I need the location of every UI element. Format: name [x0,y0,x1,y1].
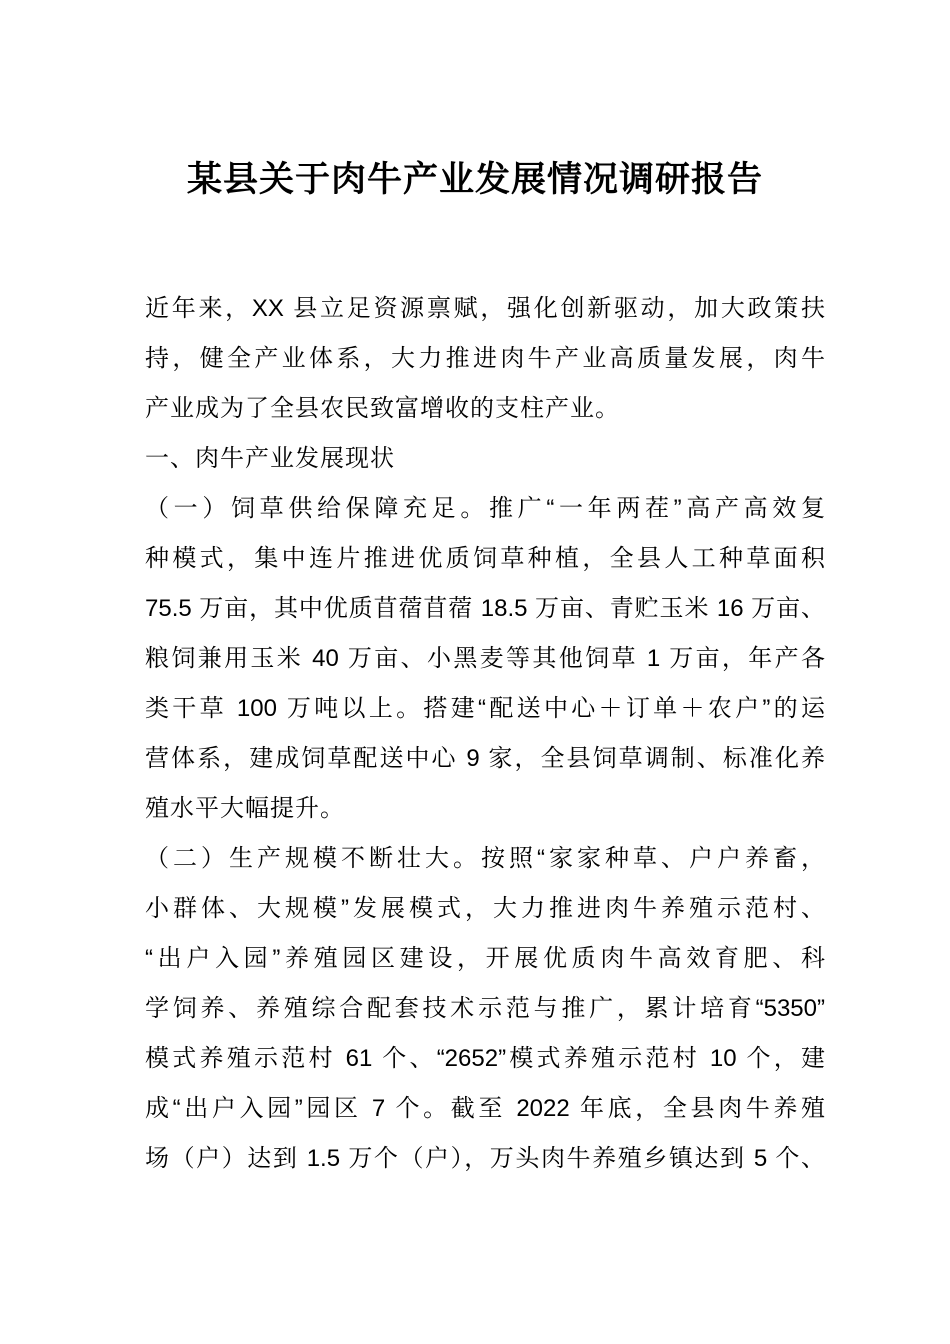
body-line: 成“出户入园”园区 7 个。截至 2022 年底，全县肉牛养殖 [145,1095,825,1122]
paragraph-intro [145,284,825,434]
body-line: （一）饲草供给保障充足。推广“一年两茬”高产高效复 [145,495,825,522]
body-line: “出户入园”养殖园区建设，开展优质肉牛高效育肥、科 [145,945,825,972]
body-line: 粮饲兼用玉米 40 万亩、小黑麦等其他饲草 1 万亩，年产各 [145,645,825,672]
body-line: 殖水平大幅提升。 [145,795,345,822]
body-line: 场（户）达到 1.5 万个（户），万头肉牛养殖乡镇达到 5 个、 [145,1145,825,1172]
body-line: 种模式，集中连片推进优质饲草种植，全县人工种草面积 [145,545,825,572]
section-heading-text: 一、肉牛产业发展现状 [145,445,395,472]
paragraph-production-scale [145,834,825,1184]
body-line: （二）生产规模不断壮大。按照“家家种草、户户养畜， [145,845,825,872]
body-line: 近年来，XX 县立足资源禀赋，强化创新驱动，加大政策扶 [145,295,825,322]
body-line: 营体系，建成饲草配送中心 9 家，全县饲草调制、标准化养 [145,745,825,772]
body-line: 学饲养、养殖综合配套技术示范与推广，累计培育“5350” [145,995,825,1022]
document-body [145,284,825,1184]
body-line: 75.5 万亩，其中优质苜蓿苜蓿 18.5 万亩、青贮玉米 16 万亩、 [145,595,825,622]
body-line: 持，健全产业体系，大力推进肉牛产业高质量发展，肉牛 [145,345,825,372]
body-line: 小群体、大规模”发展模式，大力推进肉牛养殖示范村、 [145,895,825,922]
document-title: 某县关于肉牛产业发展情况调研报告 [186,159,763,200]
body-line: 模式养殖示范村 61 个、“2652”模式养殖示范村 10 个，建 [145,1045,825,1072]
paragraph-forage-supply [145,484,825,834]
body-line: 类干草 100 万吨以上。搭建“配送中心＋订单＋农户”的运 [145,695,825,722]
section-heading [145,434,825,484]
body-line: 产业成为了全县农民致富增收的支柱产业。 [145,395,620,422]
